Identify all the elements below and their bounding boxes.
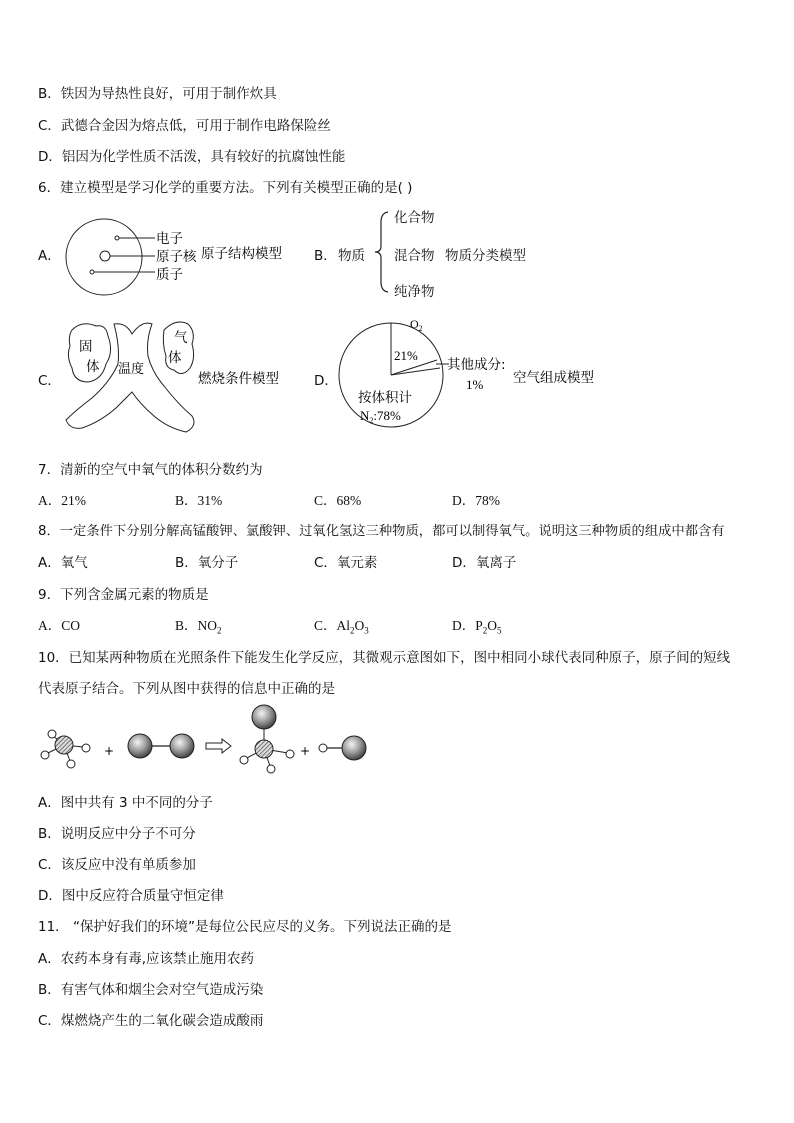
classification-mixture: 混合物 xyxy=(394,248,435,264)
pie-other-label: 其他成分: xyxy=(447,357,506,373)
q6-d-letter: D． xyxy=(314,373,338,389)
classification-pure: 纯净物 xyxy=(394,284,435,300)
q10-option-a: A．图中共有 3 中不同的分子 xyxy=(38,795,213,811)
atom-structure-diagram xyxy=(60,215,300,297)
q6-a-letter: A． xyxy=(38,248,61,264)
q11-option-a: A．农药本身有毒,应该禁止施用农药 xyxy=(38,951,255,967)
electron-label: 电子 xyxy=(156,231,183,247)
proton-label: 质子 xyxy=(156,267,183,283)
q9-option-a: A．CO xyxy=(38,618,81,633)
q8-option-b: B．氧分子 xyxy=(175,555,239,571)
q10-stem-line2: 代表原子结合。下列从图中获得的信息中正确的是 xyxy=(38,681,335,697)
proton-dot xyxy=(90,270,94,274)
classification-root: 物质 xyxy=(338,248,365,264)
combustion-caption: 燃烧条件模型 xyxy=(198,371,279,387)
pie-other-pct: 1% xyxy=(466,377,484,392)
pie-o2-label: $O_2$ xyxy=(410,317,423,333)
q10-option-b: B．说明反应中分子不可分 xyxy=(38,826,196,842)
q11-option-b: B．有害气体和烟尘会对空气造成污染 xyxy=(38,982,264,998)
q10-option-d: D．图中反应符合质量守恒定律 xyxy=(38,888,224,904)
q9-option-c: C．$Al_2O_3$ xyxy=(314,618,369,636)
reactant-molecule-2 xyxy=(128,734,194,758)
air-composition-caption: 空气组成模型 xyxy=(513,370,594,386)
pie-by-volume: 按体积计 xyxy=(358,390,412,406)
reaction-plus-1: + xyxy=(104,744,115,758)
product-molecule-1 xyxy=(240,705,294,773)
solid-label-1: 固 xyxy=(79,339,93,355)
q7-stem: 7．清新的空气中氧气的体积分数约为 xyxy=(38,462,263,478)
q5-option-c: C．武德合金因为熔点低，可用于制作电路保险丝 xyxy=(38,118,331,134)
q5-option-d: D．铝因为化学性质不活泼，具有较好的抗腐蚀性能 xyxy=(38,149,346,165)
q10-stem-line1: 10．已知某两种物质在光照条件下能发生化学反应，其微观示意图如下，图中相同小球代表同种原子，原子间的短线 xyxy=(38,650,731,666)
pie-divider-other xyxy=(391,368,440,375)
reaction-arrow xyxy=(206,739,231,753)
q7-option-c: C．68% xyxy=(314,493,362,508)
reaction-plus-2: + xyxy=(300,744,311,758)
electron-dot xyxy=(115,236,119,240)
classification-brace xyxy=(372,210,392,294)
q7-option-d: D．78% xyxy=(452,493,500,508)
product-molecule-2 xyxy=(319,736,366,760)
q6-stem: 6．建立模型是学习化学的重要方法。下列有关模型正确的是( ) xyxy=(38,180,413,196)
pie-o2-pct: 21% xyxy=(394,348,418,363)
nucleus-label: 原子核 xyxy=(156,249,197,265)
gas-label-1: 气 xyxy=(174,330,188,346)
q6-b-letter: B． xyxy=(314,248,337,264)
q8-stem: 8．一定条件下分别分解高锰酸钾、氯酸钾、过氧化氢这三种物质，都可以制得氧气。说明这三种物质的组成中都含有 xyxy=(38,524,725,539)
atom-model-caption: 原子结构模型 xyxy=(201,246,282,262)
q8-option-c: C．氧元素 xyxy=(314,555,378,571)
pie-n2-label: $N_2:78\%$ xyxy=(360,408,401,425)
temperature-label: 温度 xyxy=(118,362,145,377)
classification-caption: 物质分类模型 xyxy=(445,248,526,264)
q9-option-d: D．$P_2O_5$ xyxy=(452,618,502,636)
q6-c-letter: C． xyxy=(38,373,61,389)
q9-stem: 9．下列含金属元素的物质是 xyxy=(38,587,209,603)
q8-option-a: A．氧气 xyxy=(38,555,88,571)
reactant-molecule-1 xyxy=(41,730,90,768)
q10-option-c: C．该反应中没有单质参加 xyxy=(38,857,196,873)
solid-label-2: 体 xyxy=(86,359,100,375)
q8-option-d: D．氧离子 xyxy=(452,555,517,571)
q11-stem: 11． “保护好我们的环境”是每位公民应尽的义务。下列说法正确的是 xyxy=(38,919,452,935)
q7-option-b: B．31% xyxy=(175,493,223,508)
air-composition-pie xyxy=(336,312,616,434)
classification-compound: 化合物 xyxy=(394,210,435,226)
q5-option-b: B．铁因为导热性良好，可用于制作炊具 xyxy=(38,86,277,102)
q7-option-a: A．21% xyxy=(38,493,86,508)
gas-label-2: 体 xyxy=(168,350,182,366)
q11-option-c: C．煤燃烧产生的二氧化碳会造成酸雨 xyxy=(38,1013,264,1029)
q9-option-b: B．$NO_2$ xyxy=(175,618,222,636)
reaction-microscopic-diagram xyxy=(36,702,376,782)
nucleus-circle xyxy=(100,251,110,261)
combustion-conditions-diagram xyxy=(60,316,300,440)
